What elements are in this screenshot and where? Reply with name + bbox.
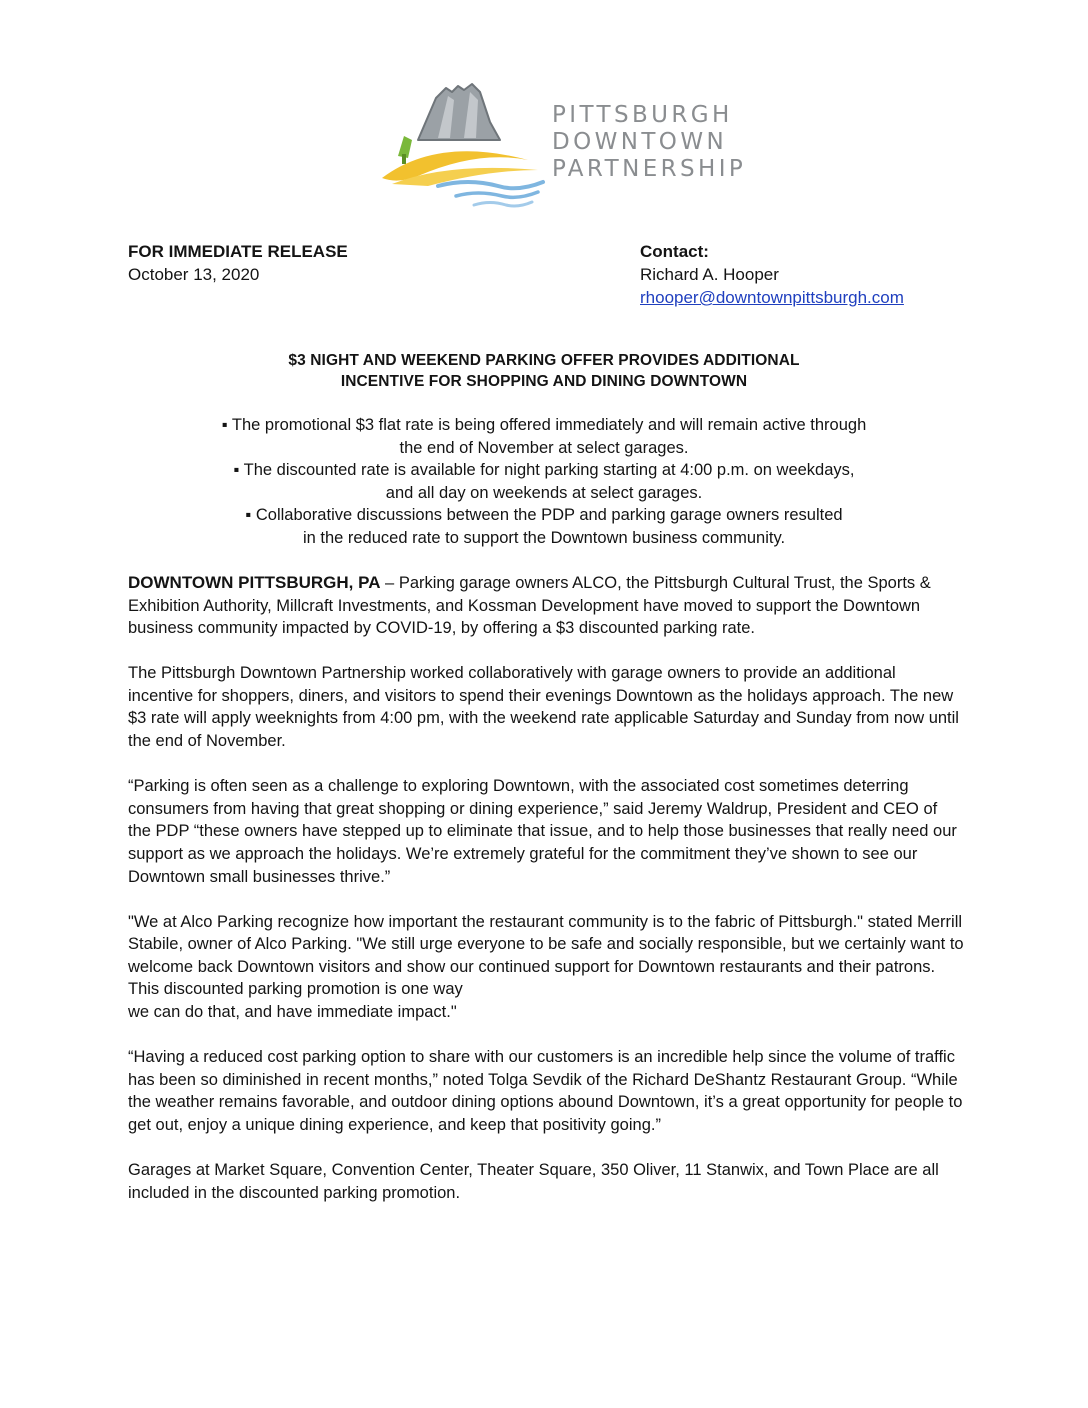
bullet-item [128, 414, 960, 459]
logo-wordmark [552, 102, 746, 183]
bullet-line-2: in the reduced rate to support the Downtown business community. [302, 528, 786, 547]
summary-bullets [128, 414, 960, 549]
skyline-shape [418, 84, 500, 140]
logo-line-3: PARTNERSHIP [552, 156, 747, 182]
body-paragraph-3: “Parking is often seen as a challenge to exploring Downtown, with the associated cost sometimes deterring consumers from having that great shopping or dining experience,” said Jeremy Waldrup, President and CEO of the PDP “these owners have stepped up to eliminate that issue, and to help those businesses that really need our support as we approach the holidays. We’re extremely grateful for the commitment they’ve shown to see our Downtown small businesses thrive.” [128, 777, 957, 886]
bullet-line-1: ▪ Collaborative discussions between the PDP and parking garage owners resulted [245, 506, 843, 524]
body-paragraph-1-text: – Parking garage owners ALCO, the Pittsburgh Cultural Trust, the Sports & Exhibition Authority, Millcraft Investments, and Kossman Development have moved to support the Downtown business community impacted by COVID-19, by offering a $3 discounted parking rate. [128, 574, 931, 638]
headline-line-2: INCENTIVE FOR SHOPPING AND DINING DOWNTOWN [340, 373, 748, 390]
contact-name: Richard A. Hooper [640, 265, 779, 284]
bullet-line-1: ▪ The promotional $3 flat rate is being offered immediately and will remain active through [221, 416, 867, 434]
bullet-line-2: the end of November at select garages. [399, 438, 689, 457]
contact-label: Contact: [640, 242, 709, 261]
pdp-logo [378, 78, 747, 208]
headline-line-1: $3 NIGHT AND WEEKEND PARKING OFFER PROVIDES ADDITIONAL [288, 352, 800, 369]
bullet-item [128, 459, 960, 504]
body-paragraph-2: The Pittsburgh Downtown Partnership worked collaboratively with garage owners to provide an additional incentive for shoppers, diners, and visitors to spend their evenings Downtown as the holidays approach. The new $3 rate will apply weeknights from 4:00 pm, with the weekend rate applicable Saturday and Sunday from now until the end of November. [128, 664, 959, 751]
body-paragraph-4-text-b: we can do that, and have immediate impact." [128, 1003, 457, 1021]
dateline: DOWNTOWN PITTSBURGH, PA [128, 573, 381, 592]
bullet-item [128, 504, 960, 549]
contact-email-link[interactable]: rhooper@downtownpittsburgh.com [640, 288, 904, 307]
body-paragraph-4-text-a: "We at Alco Parking recognize how important the restaurant community is to the fabric of Pittsburgh." stated Merrill Stabile, owner of Alco Parking. "We still urge everyone to be safe and socially responsible, but we certainly want to welcome back Downtown visitors and show our continued support for Downtown restaurants and their patrons. This discounted parking promotion is one way [128, 912, 964, 999]
bullet-line-2: and all day on weekends at select garages. [385, 483, 703, 502]
release-date: October 13, 2020 [128, 265, 260, 284]
release-info [128, 240, 348, 286]
body-paragraph-4 [128, 911, 964, 1024]
press-headline [128, 350, 960, 392]
pdp-logo-mark [378, 78, 553, 208]
logo-line-1: PITTSBURGH [552, 102, 733, 128]
body-paragraph-1 [128, 572, 964, 640]
body-paragraph-6: Garages at Market Square, Convention Center, Theater Square, 350 Oliver, 11 Stanwix, and Town Place are all included in the discounted parking promotion. [128, 1160, 939, 1202]
contact-info [640, 240, 904, 309]
body-paragraph-5: “Having a reduced cost parking option to share with our customers is an incredible help since the volume of traffic has been so diminished in recent months,” noted Tolga Sevdik of the Richard DeShantz Restaurant Group. “While the weather remains favorable, and outdoor dining options abound Downtown, it’s a great opportunity for people to get out, enjoy a unique dining experience, and keep that positivity going.” [128, 1048, 963, 1134]
press-body [128, 572, 964, 1227]
bullet-line-1: ▪ The discounted rate is available for night parking starting at 4:00 p.m. on weekdays, [233, 461, 855, 479]
logo-line-2: DOWNTOWN [552, 129, 728, 155]
water-lines [438, 182, 543, 188]
release-label: FOR IMMEDIATE RELEASE [128, 242, 348, 261]
